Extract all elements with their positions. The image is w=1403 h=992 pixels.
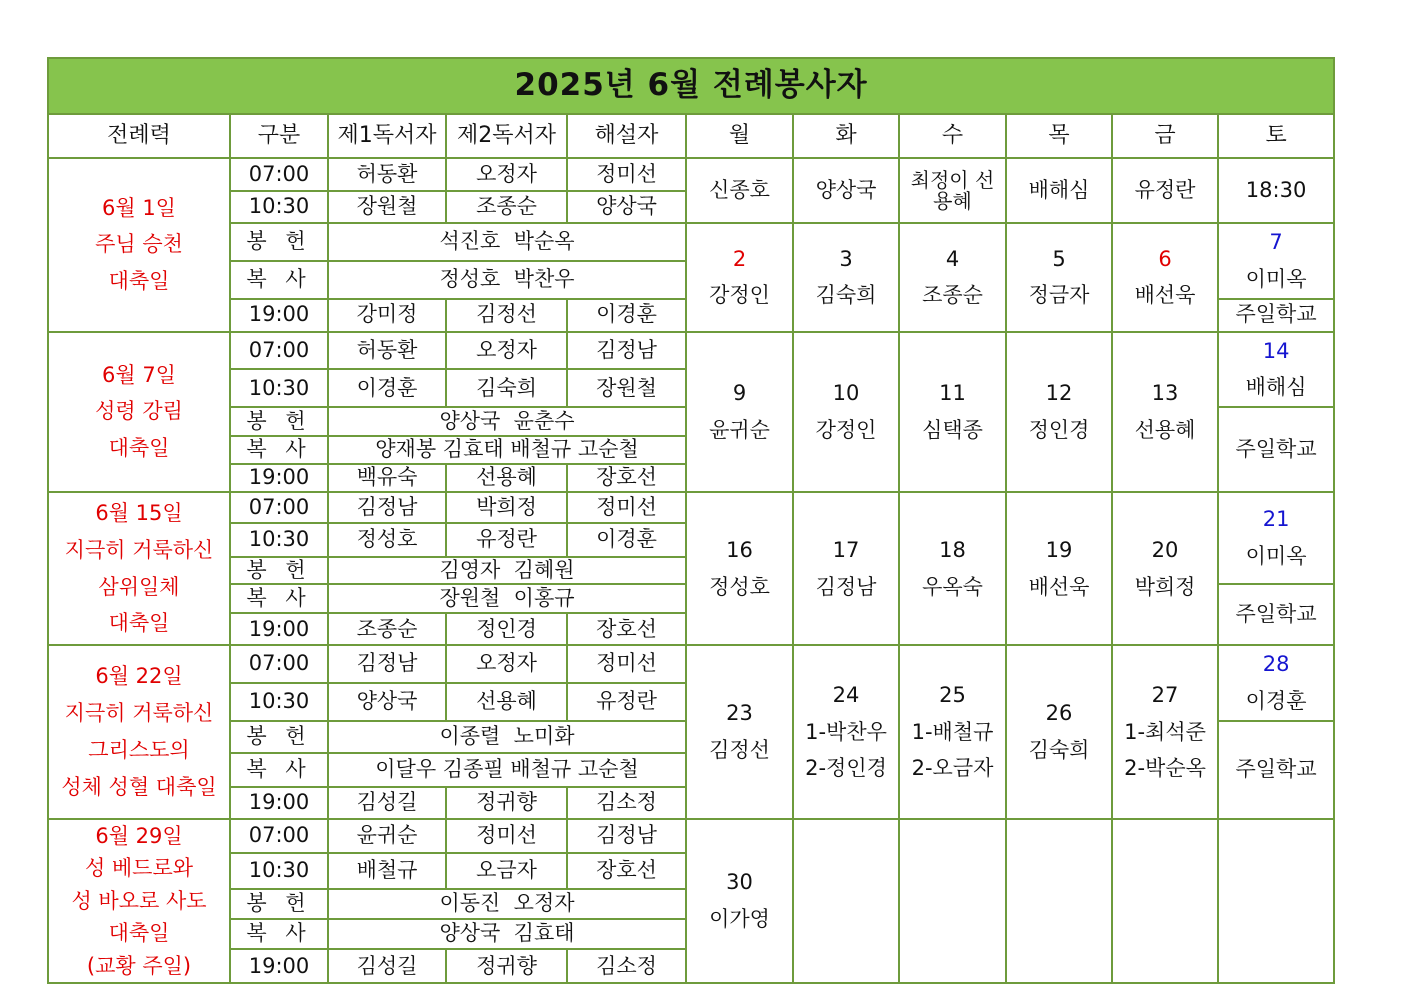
commentator: 유정란 bbox=[567, 683, 686, 721]
day-cell: 26 김숙희 bbox=[1006, 645, 1112, 819]
mass-time: 10:30 bbox=[230, 369, 328, 407]
offering-names: 양상국 윤춘수 bbox=[328, 407, 686, 436]
commentator: 양상국 bbox=[567, 191, 686, 223]
mass-time: 19:00 bbox=[230, 613, 328, 645]
day-cell: 3 김숙희 bbox=[793, 223, 899, 332]
reader2: 정인경 bbox=[446, 613, 567, 645]
day-cell: 19 배선욱 bbox=[1006, 492, 1112, 645]
reader2: 정귀향 bbox=[446, 949, 567, 983]
day-cell: 2 강정인 bbox=[686, 223, 793, 332]
feast-line: 6월 7일 bbox=[102, 362, 176, 387]
feast-line: 대축일 bbox=[108, 269, 170, 294]
reader2: 오금자 bbox=[446, 853, 567, 889]
commentator: 김소정 bbox=[567, 787, 686, 819]
commentator: 김정남 bbox=[567, 332, 686, 370]
altar-server-names: 양상국 김효태 bbox=[328, 919, 686, 950]
day-cell: 11 심택종 bbox=[899, 332, 1006, 493]
reader2: 정귀향 bbox=[446, 787, 567, 819]
reader2: 김정선 bbox=[446, 299, 567, 332]
commentator: 김소정 bbox=[567, 949, 686, 983]
schedule-table bbox=[47, 57, 1335, 984]
reader1: 양상국 bbox=[328, 683, 446, 721]
offering-names: 이동진 오정자 bbox=[328, 889, 686, 919]
altar-server-label: 복 사 bbox=[230, 919, 328, 950]
page-title: 2025년 6월 전례봉사자 bbox=[48, 58, 1334, 114]
reader1: 장원철 bbox=[328, 191, 446, 223]
commentator: 정미선 bbox=[567, 492, 686, 523]
mass-time: 19:00 bbox=[230, 949, 328, 983]
day-cell-empty bbox=[1112, 819, 1218, 984]
feast-cell bbox=[48, 492, 230, 645]
offering-label: 봉 헌 bbox=[230, 557, 328, 584]
reader2: 박희정 bbox=[446, 492, 567, 523]
feast-cell bbox=[48, 645, 230, 819]
feast-line: 지극히 거룩하신 bbox=[64, 701, 214, 726]
day-cell: 23 김정선 bbox=[686, 645, 793, 819]
day-cell: 18 우옥숙 bbox=[899, 492, 1006, 645]
reader1: 김정남 bbox=[328, 645, 446, 683]
altar-server-label: 복 사 bbox=[230, 753, 328, 787]
saturday-cell: 28 이경훈 bbox=[1218, 645, 1334, 721]
mass-time: 10:30 bbox=[230, 523, 328, 557]
day-cell: 신종호 bbox=[686, 158, 793, 223]
day-cell: 5 정금자 bbox=[1006, 223, 1112, 332]
header-second-reader: 제2독서자 bbox=[446, 114, 567, 158]
header-liturgical-calendar: 전례력 bbox=[48, 114, 230, 158]
day-cell: 30 이가영 bbox=[686, 819, 793, 984]
header-commentator: 해설자 bbox=[567, 114, 686, 158]
feast-line: 삼위일체 bbox=[98, 574, 180, 599]
reader1: 윤귀순 bbox=[328, 819, 446, 853]
reader1: 정성호 bbox=[328, 523, 446, 557]
feast-cell bbox=[48, 819, 230, 984]
day-cell: 17 김정남 bbox=[793, 492, 899, 645]
commentator: 이경훈 bbox=[567, 299, 686, 332]
commentator: 장원철 bbox=[567, 369, 686, 407]
offering-label: 봉 헌 bbox=[230, 721, 328, 753]
offering-names: 이종렬 노미화 bbox=[328, 721, 686, 753]
day-cell: 25 1-배철규 2-오금자 bbox=[899, 645, 1006, 819]
feast-cell bbox=[48, 332, 230, 493]
feast-line: 6월 15일 bbox=[95, 501, 183, 526]
mass-time: 10:30 bbox=[230, 853, 328, 889]
mass-time: 19:00 bbox=[230, 299, 328, 332]
feast-line: 성령 강림 bbox=[95, 399, 183, 424]
reader1: 허동환 bbox=[328, 158, 446, 191]
header-mon: 월 bbox=[686, 114, 793, 158]
reader1: 백유숙 bbox=[328, 464, 446, 492]
reader1: 배철규 bbox=[328, 853, 446, 889]
reader1: 조종순 bbox=[328, 613, 446, 645]
saturday-cell: 7 이미옥 bbox=[1218, 223, 1334, 299]
altar-server-label: 복 사 bbox=[230, 436, 328, 464]
feast-line: 주님 승천 bbox=[95, 232, 183, 257]
header-first-reader: 제1독서자 bbox=[328, 114, 446, 158]
header-tue: 화 bbox=[793, 114, 899, 158]
saturday-cell: 14 배해심 bbox=[1218, 332, 1334, 408]
reader2: 김숙희 bbox=[446, 369, 567, 407]
day-cell: 13 선용혜 bbox=[1112, 332, 1218, 493]
offering-label: 봉 헌 bbox=[230, 889, 328, 919]
feast-line: 성 바오로 사도 bbox=[71, 888, 207, 913]
reader1: 허동환 bbox=[328, 332, 446, 370]
day-cell: 16 정성호 bbox=[686, 492, 793, 645]
sunday-school-cell: 주일학교 bbox=[1218, 299, 1334, 332]
mass-time: 19:00 bbox=[230, 464, 328, 492]
reader2: 선용혜 bbox=[446, 464, 567, 492]
feast-line: 6월 22일 bbox=[95, 664, 183, 689]
reader2: 조종순 bbox=[446, 191, 567, 223]
day-cell: 9 윤귀순 bbox=[686, 332, 793, 493]
commentator: 김정남 bbox=[567, 819, 686, 853]
day-cell: 24 1-박찬우 2-정인경 bbox=[793, 645, 899, 819]
reader1: 김성길 bbox=[328, 787, 446, 819]
feast-line: 대축일 bbox=[108, 611, 170, 636]
feast-line: 지극히 거룩하신 bbox=[64, 537, 214, 562]
feast-line: 성 베드로와 bbox=[84, 856, 194, 881]
feast-line: 대축일 bbox=[108, 436, 170, 461]
reader1: 강미정 bbox=[328, 299, 446, 332]
day-cell: 최정이 선용혜 bbox=[899, 158, 1006, 223]
feast-line: 대축일 bbox=[108, 921, 170, 946]
reader1: 김정남 bbox=[328, 492, 446, 523]
reader2: 선용혜 bbox=[446, 683, 567, 721]
header-wed: 수 bbox=[899, 114, 1006, 158]
commentator: 정미선 bbox=[567, 158, 686, 191]
day-cell: 양상국 bbox=[793, 158, 899, 223]
altar-server-names: 양재봉 김효태 배철규 고순철 bbox=[328, 436, 686, 464]
reader2: 오정자 bbox=[446, 645, 567, 683]
offering-names: 김영자 김혜원 bbox=[328, 557, 686, 584]
reader1: 이경훈 bbox=[328, 369, 446, 407]
reader1: 김성길 bbox=[328, 949, 446, 983]
header-category: 구분 bbox=[230, 114, 328, 158]
offering-names: 석진호 박순옥 bbox=[328, 223, 686, 261]
feast-line: 6월 1일 bbox=[102, 195, 176, 220]
day-cell: 6 배선욱 bbox=[1112, 223, 1218, 332]
commentator: 장호선 bbox=[567, 464, 686, 492]
reader2: 유정란 bbox=[446, 523, 567, 557]
day-cell: 10 강정인 bbox=[793, 332, 899, 493]
mass-time: 07:00 bbox=[230, 332, 328, 370]
mass-time: 10:30 bbox=[230, 191, 328, 223]
header-fri: 금 bbox=[1112, 114, 1218, 158]
mass-time: 07:00 bbox=[230, 645, 328, 683]
altar-server-label: 복 사 bbox=[230, 261, 328, 299]
day-cell: 유정란 bbox=[1112, 158, 1218, 223]
day-cell: 20 박희정 bbox=[1112, 492, 1218, 645]
mass-time: 07:00 bbox=[230, 819, 328, 853]
altar-server-names: 장원철 이홍규 bbox=[328, 584, 686, 613]
reader2: 정미선 bbox=[446, 819, 567, 853]
header-sat: 토 bbox=[1218, 114, 1334, 158]
feast-line: 6월 29일 bbox=[95, 823, 183, 848]
feast-line: 성체 성혈 대축일 bbox=[61, 774, 217, 799]
altar-server-names: 정성호 박찬우 bbox=[328, 261, 686, 299]
commentator: 장호선 bbox=[567, 613, 686, 645]
commentator: 이경훈 bbox=[567, 523, 686, 557]
commentator: 정미선 bbox=[567, 645, 686, 683]
saturday-cell: 21 이미옥 bbox=[1218, 492, 1334, 584]
feast-cell bbox=[48, 158, 230, 332]
day-cell: 18:30 bbox=[1218, 158, 1334, 223]
day-cell: 4 조종순 bbox=[899, 223, 1006, 332]
feast-line: 그리스도의 bbox=[88, 737, 190, 762]
day-cell-empty bbox=[899, 819, 1006, 984]
day-cell-empty bbox=[1006, 819, 1112, 984]
day-cell-empty bbox=[1218, 819, 1334, 984]
day-cell: 27 1-최석준 2-박순옥 bbox=[1112, 645, 1218, 819]
header-row bbox=[48, 114, 1334, 158]
mass-time: 07:00 bbox=[230, 158, 328, 191]
mass-time: 07:00 bbox=[230, 492, 328, 523]
day-cell-empty bbox=[793, 819, 899, 984]
offering-label: 봉 헌 bbox=[230, 223, 328, 261]
day-cell: 배해심 bbox=[1006, 158, 1112, 223]
feast-line: (교황 주일) bbox=[86, 953, 192, 978]
sunday-school-cell: 주일학교 bbox=[1218, 407, 1334, 492]
reader2: 오정자 bbox=[446, 158, 567, 191]
commentator: 장호선 bbox=[567, 853, 686, 889]
sunday-school-cell: 주일학교 bbox=[1218, 721, 1334, 819]
altar-server-names: 이달우 김종필 배철규 고순철 bbox=[328, 753, 686, 787]
sunday-school-cell: 주일학교 bbox=[1218, 584, 1334, 645]
day-cell: 12 정인경 bbox=[1006, 332, 1112, 493]
mass-time: 19:00 bbox=[230, 787, 328, 819]
reader2: 오정자 bbox=[446, 332, 567, 370]
offering-label: 봉 헌 bbox=[230, 407, 328, 436]
altar-server-label: 복 사 bbox=[230, 584, 328, 613]
mass-time: 10:30 bbox=[230, 683, 328, 721]
header-thu: 목 bbox=[1006, 114, 1112, 158]
